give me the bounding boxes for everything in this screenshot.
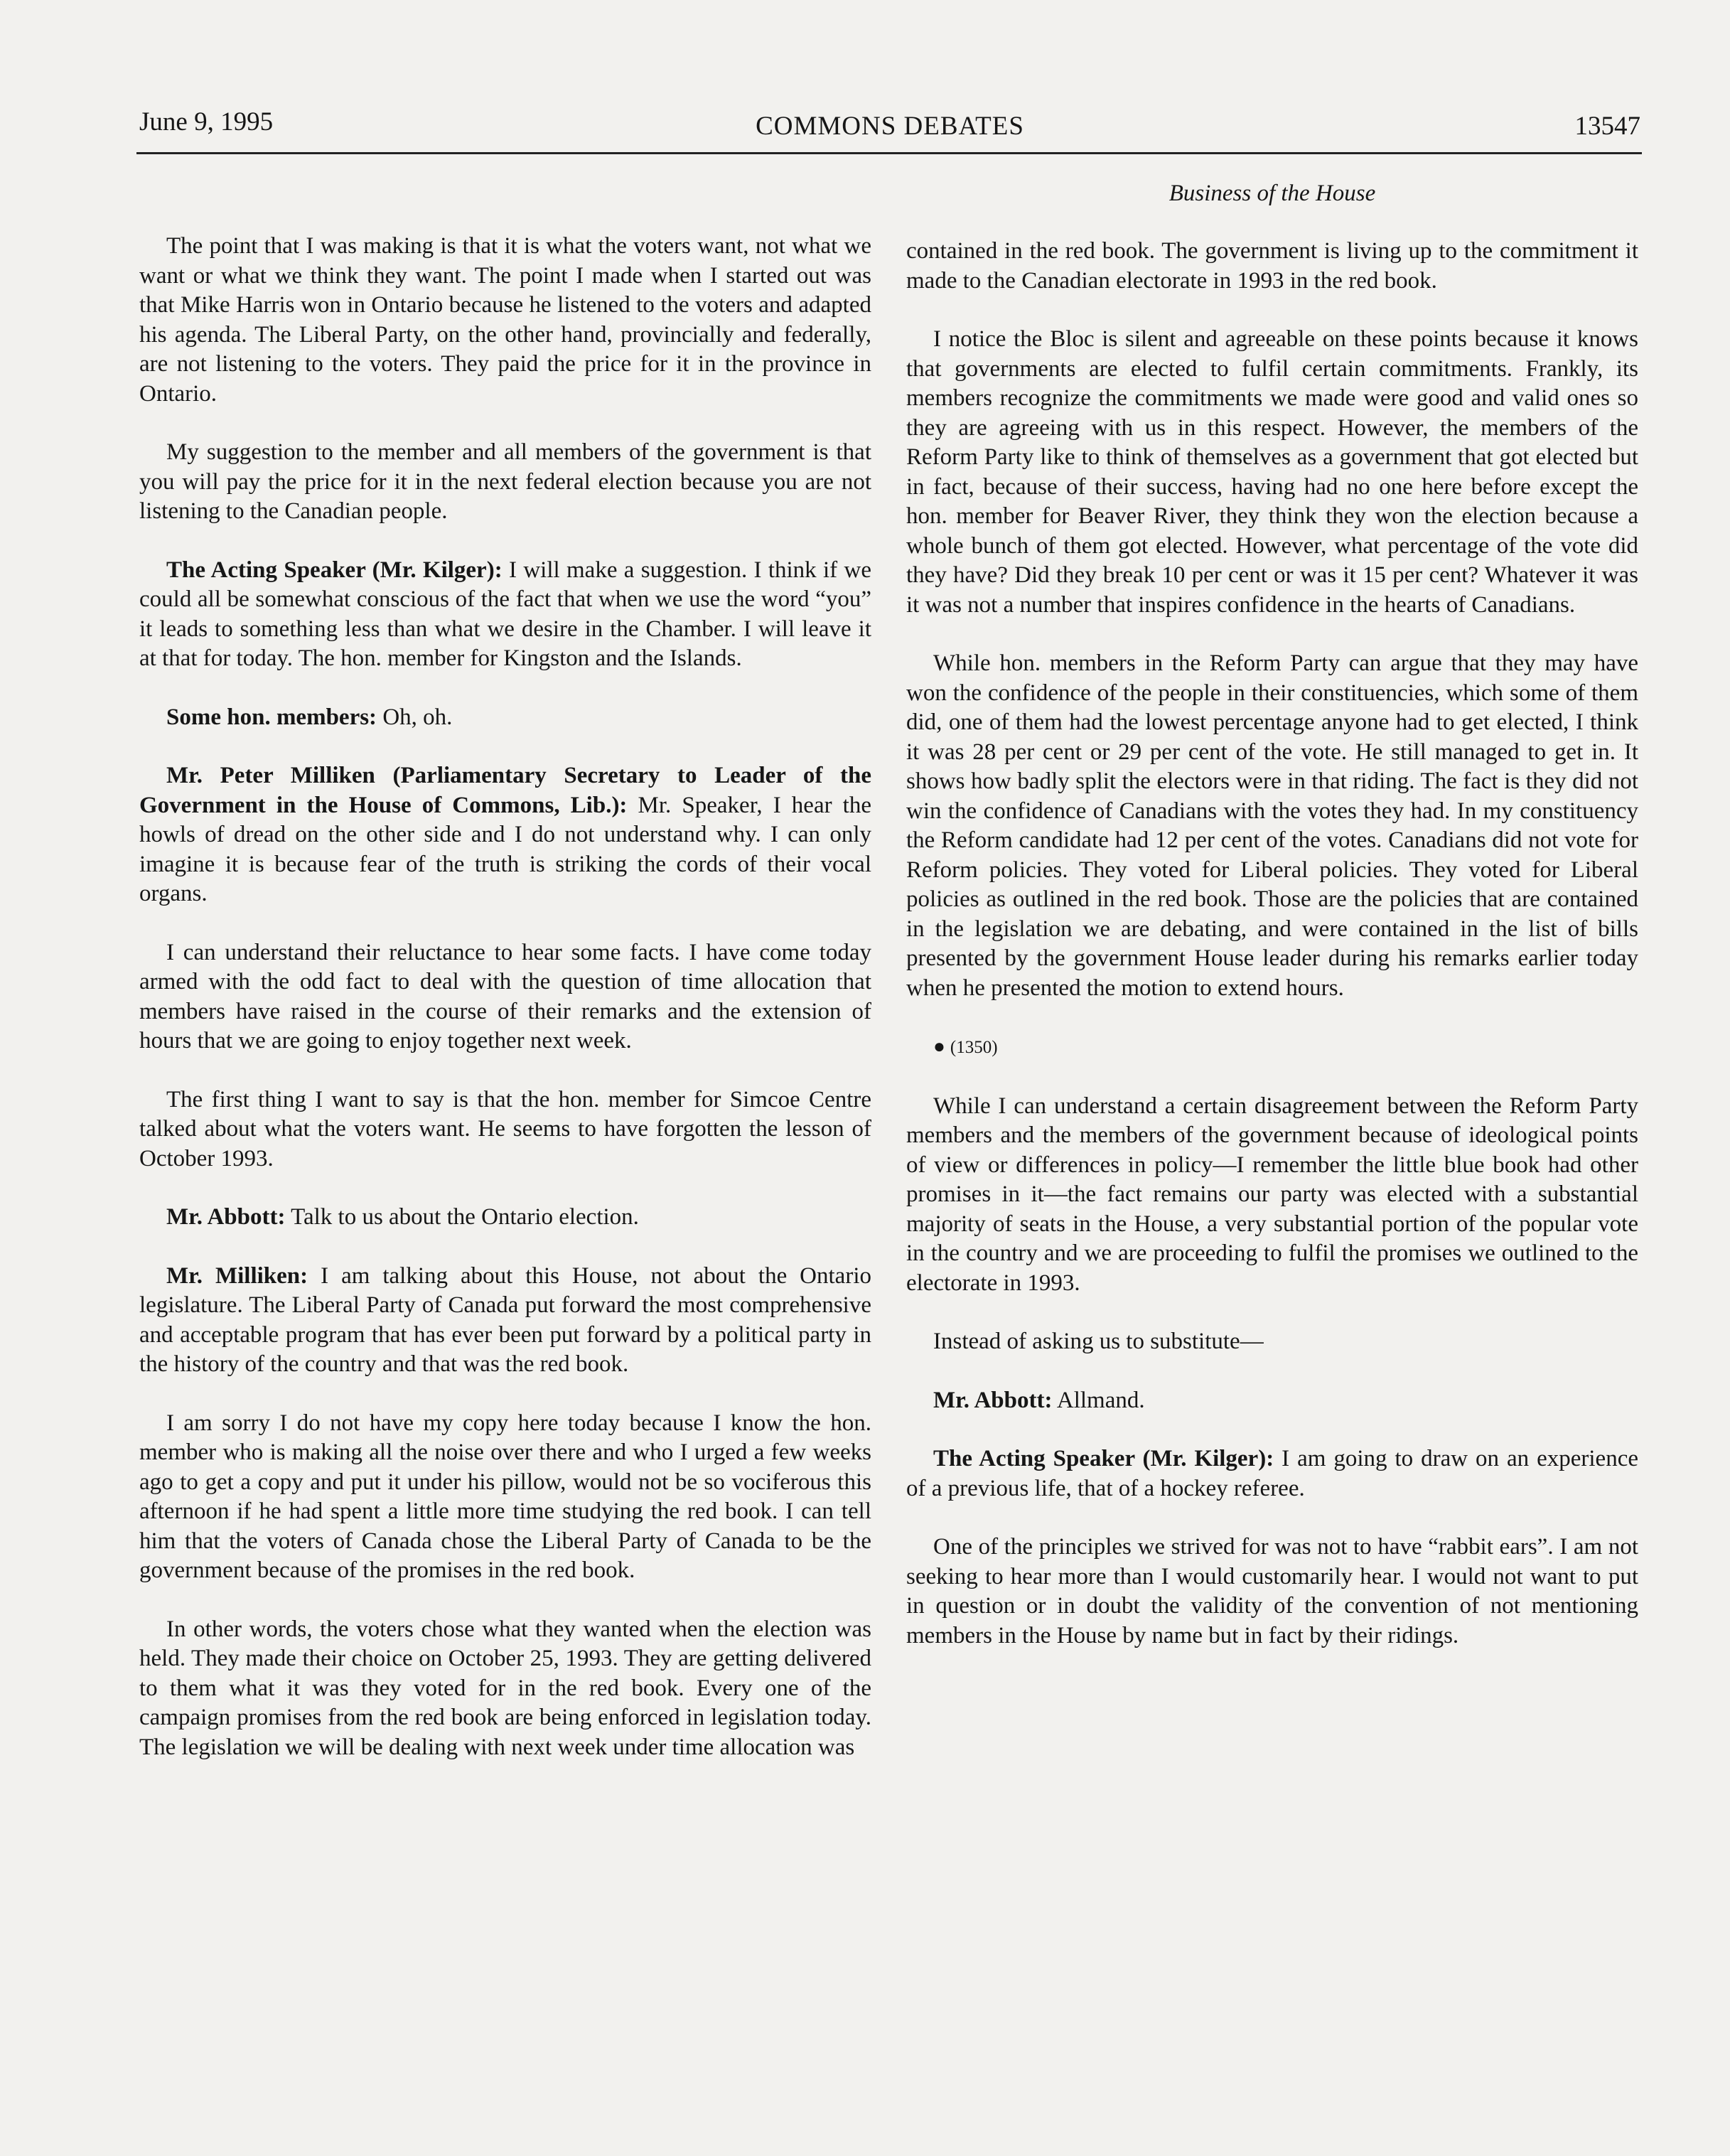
paragraph bbox=[139, 556, 871, 674]
speaker-name: Some hon. members: bbox=[166, 704, 377, 730]
paragraph-text: Allmand. bbox=[1052, 1387, 1145, 1413]
speaker-name: Mr. Abbott: bbox=[933, 1387, 1053, 1413]
paragraph-text: The point that I was making is that it is what the voters want, not what we want or what we think they want. The point I made when I started out was that Mike Harris won in Ontario because he listened to the voters and adapted his agenda. The Liberal Party, on the other hand, provincially and federally, are not listening to the voters. They paid the price for it in the province in Ontario. bbox=[139, 233, 871, 407]
paragraph bbox=[139, 761, 871, 909]
paragraph-text: Talk to us about the Ontario election. bbox=[285, 1204, 639, 1230]
paragraph bbox=[139, 1262, 871, 1380]
speaker-name: Mr. Abbott: bbox=[166, 1204, 286, 1230]
paragraph-text: The first thing I want to say is that the hon. member for Simcoe Centre talked about what the voters want. He seems to have forgotten the lesson of October 1993. bbox=[139, 1086, 871, 1171]
paragraph bbox=[906, 1092, 1638, 1299]
paragraph bbox=[139, 1203, 871, 1233]
paragraph-text: I notice the Bloc is silent and agreeable on these points because it knows that governments are elected to fulfil certain commitments. Frankly, its members recognize the commitments we made were good and valid ones so they are agreeing with us in this respect. However, the members of the Reform Party like to think of themselves as a government that got elected but in fact, because of their success, having had no one here before except the hon. member for Beaver River, they think they won the election because a whole bunch of them got elected. However, what percentage of the vote did they have? Did they break 10 per cent or was it 15 per cent? Whatever it was it was not a number that inspires confidence in the hearts of Canadians. bbox=[906, 326, 1638, 618]
right-column bbox=[906, 237, 1638, 1680]
paragraph-text: While hon. members in the Reform Party can argue that they may have won the confidence of the people in their constituencies, which some of them did, one of them had the lowest percentage anyone had to get elected, I think it was 28 per cent or 29 per cent of the vote. He still managed to get in. It shows how badly split the electors were in that riding. The fact is they did not win the confidence of Canadians with the votes they had. In my constituency the Reform candidate had 12 per cent of the votes. Canadians did not vote for Reform policies. They voted for Liberal policies. They voted for Liberal policies as outlined in the red book. Those are the policies that are contained in the legislation we are debating, and were contained in the list of bills presented by the government House leader during his remarks earlier today when he presented the motion to extend hours. bbox=[906, 650, 1638, 1001]
publication-title: COMMONS DEBATES bbox=[756, 112, 1024, 141]
paragraph-text: While I can understand a certain disagreement between the Reform Party members and the members of the government because of ideological points of view or differences in policy—I remember the little blue book had other promises in it—the fact remains our party was elected with a substantial majority of seats in the House, a very substantial portion of the popular vote in the country and we are proceeding to fulfil the promises we outlined to the electorate in 1993. bbox=[906, 1093, 1638, 1296]
paragraph bbox=[906, 1327, 1638, 1357]
paragraph-text: Oh, oh. bbox=[377, 704, 453, 730]
paragraph bbox=[139, 703, 871, 733]
speaker-name: The Acting Speaker (Mr. Kilger): bbox=[933, 1446, 1274, 1471]
left-column bbox=[139, 232, 871, 1791]
paragraph-text: I am going to draw on an experience of a previous life, that of a hockey referee. bbox=[906, 1446, 1638, 1501]
paragraph bbox=[906, 1386, 1638, 1416]
paragraph bbox=[139, 1615, 871, 1763]
speaker-name: The Acting Speaker (Mr. Kilger): bbox=[166, 557, 503, 583]
bullet-icon: ● bbox=[933, 1036, 950, 1058]
paragraph bbox=[906, 325, 1638, 620]
time-marker-text: (1350) bbox=[950, 1038, 998, 1057]
paragraph bbox=[906, 649, 1638, 1003]
paragraph bbox=[906, 237, 1638, 296]
page-number: 13547 bbox=[1574, 112, 1640, 141]
paragraph-text: Mr. Speaker, I hear the howls of dread on the other side and I do not understand why. I can only imagine it is because fear of the truth is striking the cords of their vocal organs. bbox=[139, 792, 872, 906]
section-heading: Business of the House bbox=[1168, 181, 1376, 206]
paragraph bbox=[906, 1444, 1638, 1503]
paragraph-text: In other words, the voters chose what they wanted when the election was held. They made their choice on October 25, 1993. They are getting delivered to them what it was they voted for in the red book. Every one of the campaign promises from the red book are being enforced in legislation today. The legislation we will be dealing with next week under time allocation was bbox=[139, 1616, 871, 1760]
paragraph-text: I can understand their reluctance to hear some facts. I have come today armed with the odd fact to deal with the question of time allocation that members have raised in the course of their remarks and the extension of hours that we are going to enjoy together next week. bbox=[139, 939, 871, 1053]
page-header bbox=[139, 101, 1640, 144]
speaker-name: Mr. Peter Milliken (Parliamentary Secretary to Leader of the Government in the House of Commons, Lib.): bbox=[139, 763, 871, 818]
speaker-name: Mr. Milliken: bbox=[166, 1262, 308, 1289]
paragraph-text: Instead of asking us to substitute— bbox=[933, 1329, 1264, 1354]
paragraph bbox=[139, 938, 871, 1056]
paragraph bbox=[906, 1533, 1638, 1651]
paragraph bbox=[139, 1085, 871, 1174]
paragraph-text: One of the principles we strived for was not to have “rabbit ears”. I am not seeking to hear more than I would customarily hear. I would not want to put in question or in doubt the validity of the convention of not mentioning members in the House by name but in fact by their ridings. bbox=[906, 1534, 1638, 1648]
time-marker bbox=[906, 1032, 1638, 1063]
header-rule bbox=[136, 152, 1642, 154]
header-date: June 9, 1995 bbox=[139, 107, 274, 136]
paragraph bbox=[139, 232, 871, 409]
paragraph bbox=[139, 438, 871, 527]
paragraph-text: My suggestion to the member and all members of the government is that you will pay the price for it in the next federal election because you are not listening to the Canadian people. bbox=[139, 439, 871, 524]
paragraph-text: contained in the red book. The government is living up to the commitment it made to the Canadian electorate in 1993 in the red book. bbox=[906, 238, 1638, 294]
paragraph-text: I will make a suggestion. I think if we could all be somewhat conscious of the fact that when we use the word “you” it leads to something less than what we desire in the Chamber. I will leave it at that for today. The hon. member for Kingston and the Islands. bbox=[139, 557, 871, 671]
paragraph-text: I am sorry I do not have my copy here today because I know the hon. member who is making all the noise over there and who I urged a few weeks ago to get a copy and put it under his pillow, would not be so vociferous this afternoon if he had spent a little more time studying the red book. I can tell him that the voters of Canada chose the Liberal Party of Canada to be the government because of the promises in the red book. bbox=[139, 1410, 871, 1583]
paragraph-text: I am talking about this House, not about the Ontario legislature. The Liberal Party of Canada put forward the most comprehensive and acceptable program that has ever been put forward by a political party in the history of the country and that was the red book. bbox=[139, 1262, 871, 1377]
paragraph bbox=[139, 1409, 871, 1586]
